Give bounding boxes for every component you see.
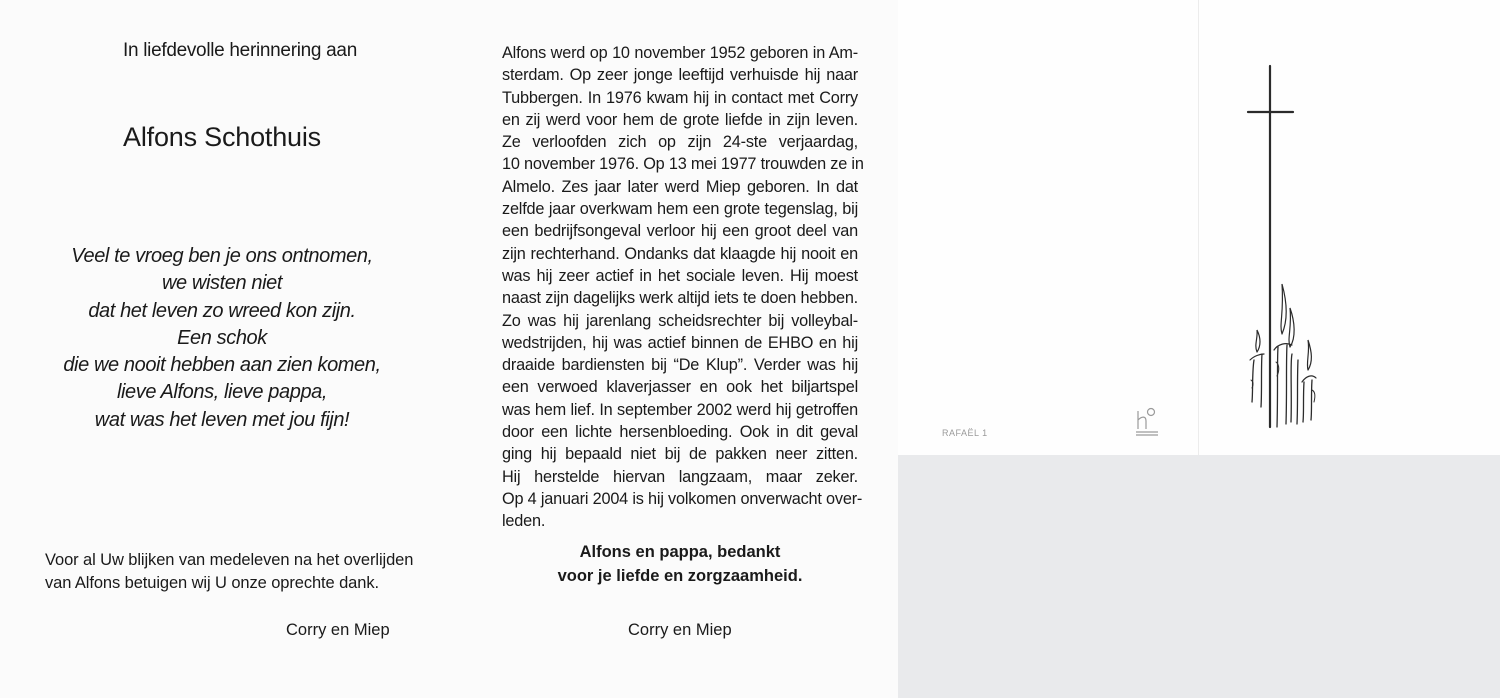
bio-line: ging hij bepaald niet bij de pakken neer zitten. xyxy=(502,445,858,464)
poem-line: wat was het leven met jou fijn! xyxy=(94,408,350,431)
bio-line: Alfons werd op 10 november 1952 geboren in Am- xyxy=(502,44,858,62)
bio-line: naast zijn dagelijks werk altijd iets te doen hebben. xyxy=(502,289,858,308)
card-outer-spread xyxy=(898,0,1500,455)
bio-line: was hem lief. In september 2002 werd hij getroffen xyxy=(502,400,858,419)
closing-line: Alfons en pappa, bedankt xyxy=(579,543,781,561)
bio-line: Almelo. Zes jaar later werd Miep geboren. In dat xyxy=(502,177,858,196)
bio-line: zijn rechterhand. Ondanks dat klaagde hij nooit en xyxy=(502,244,858,263)
bio-line: leden. xyxy=(502,512,546,531)
thanks-note xyxy=(45,549,425,595)
bio-line: 10 november 1976. Op 13 mei 1977 trouwden ze in xyxy=(502,155,864,174)
bio-line: een verwoed klaverjasser en ook het biljartspel xyxy=(502,378,858,397)
printer-logo-icon xyxy=(1134,407,1160,439)
signature-left: Corry en Miep xyxy=(286,621,390,639)
bio-line: zelfde jaar overkwam hem een grote tegenslag, bij xyxy=(502,200,858,219)
signature-right: Corry en Miep xyxy=(628,621,732,639)
closing-words xyxy=(520,540,840,588)
bio-line: was hij zeer actief in het sociale leven. Hij moest xyxy=(502,266,858,285)
poem-line: Veel te vroeg ben je ons ontnomen, xyxy=(71,245,373,267)
bio-line: Zo was hij jarenlang scheidsrechter bij volleybal- xyxy=(502,311,858,330)
bio-line: wedstrijden, hij was actief binnen de EHBO en hij xyxy=(502,333,858,352)
poem-line: Een schok xyxy=(177,326,267,349)
poem-line: lieve Alfons, lieve pappa, xyxy=(116,381,328,404)
bio-line: sterdam. Op zeer jonge leeftijd verhuisde hij naar xyxy=(502,66,858,85)
poem-line: die we nooit hebben aan zien komen, xyxy=(63,354,381,377)
bio-line: een bedrijfsongeval verloor hij een groot deel van xyxy=(502,222,858,241)
bio-line: draaide bardiensten bij “De Klup”. Verder was hij xyxy=(502,356,858,375)
closing-line: voor je liefde en zorgzaamheid. xyxy=(557,567,803,585)
bio-line: Op 4 januari 2004 is hij volkomen onverwacht over- xyxy=(502,489,863,508)
bio-line: Hij herstelde hiervan langzaam, maar zeker. xyxy=(502,467,858,486)
bio-line: Tubbergen. In 1976 kwam hij in contact met Corry xyxy=(502,88,858,107)
bio-line: Ze verloofden zich op zijn 24-ste verjaardag, xyxy=(502,133,858,152)
bio-line: door een lichte hersenbloeding. Ook in dit geval xyxy=(502,423,858,442)
biography-text xyxy=(502,42,864,533)
card-code: RAFAËL 1 xyxy=(942,428,988,438)
memorial-heading: In liefdevolle herinnering aan xyxy=(123,40,357,61)
cross-with-candles-icon xyxy=(1240,62,1330,432)
poem-line: dat het leven zo wreed kon zijn. xyxy=(88,299,356,322)
thanks-line: Voor al Uw blijken van medeleven na het overlijden xyxy=(45,551,414,569)
thanks-line: van Alfons betuigen wij U onze oprechte dank. xyxy=(45,574,379,592)
fold-divider xyxy=(1198,0,1199,455)
deceased-name: Alfons Schothuis xyxy=(123,122,321,152)
bio-line: en zij werd voor hem de grote liefde in zijn leven. xyxy=(502,110,858,129)
poem-line: we wisten niet xyxy=(161,272,282,295)
memorial-poem xyxy=(22,243,422,434)
